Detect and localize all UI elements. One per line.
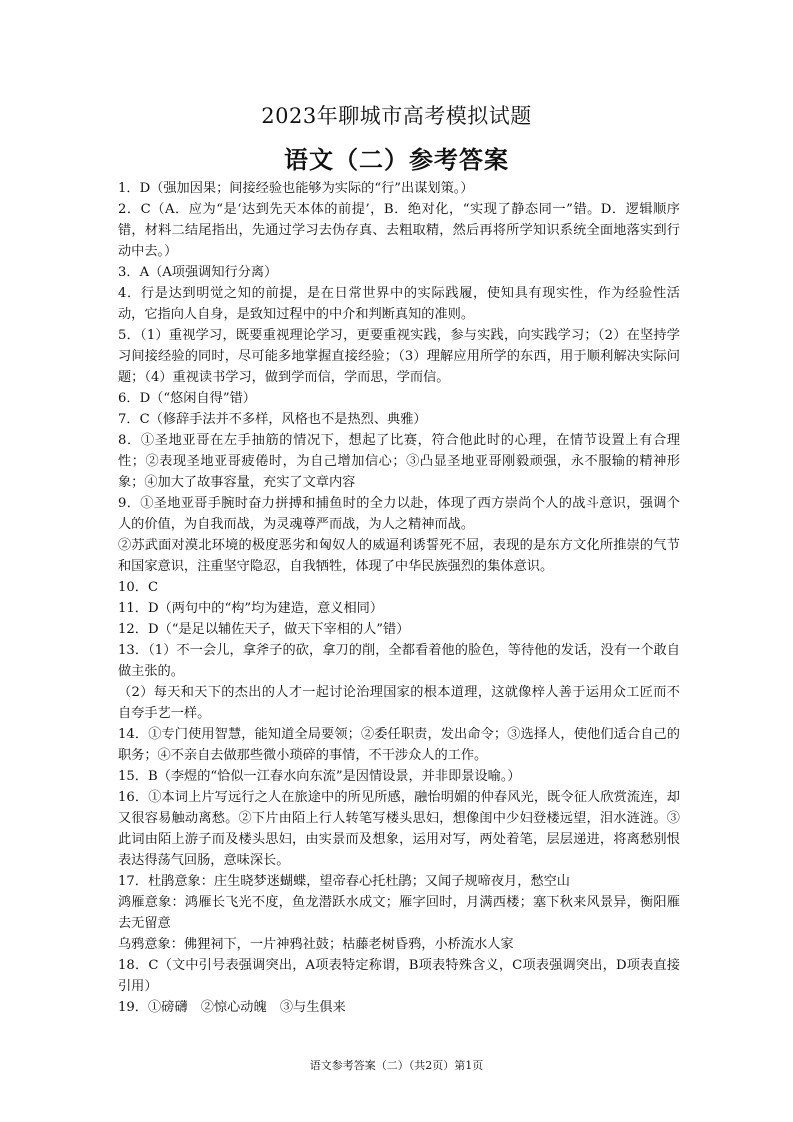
answer-item: 16．①本词上片写远行之人在旅途中的所见所感，融怡明媚的仲春风光，既令征人欣赏流连，却又很容易触动离愁。②下片由陌上行人转笔写楼头思妇，想像闺中少妇登楼远望，泪水涟涟。③此词由陌上游子而及楼头思妇，由实景而及想象，运用对写，两处着笔，层层递进，将离愁别恨表达得荡气回肠，意味深长。 [118,790,680,868]
page-title: 2023年聊城市高考模拟试题 [261,104,532,128]
answer-item: 19．①磅礴 ②惊心动魄 ③与生俱来 [118,1000,346,1015]
answer-item: 6．D（“悠闲自得”错） [118,391,256,406]
answer-item: 9．①圣地亚哥手腕时奋力拼搏和捕鱼时的全力以赴，体现了西方崇尚个人的战斗意识，强调个人的价值，为自我而战，为灵魂尊严而战，为人之精神而战。 [118,496,680,532]
answer-item: 鸿雁意象：鸿雁长飞光不度，鱼龙潜跃水成文；雁字回时，月满西楼；塞下秋来风景异，衡阳雁去无留意 [118,895,680,931]
answer-item: 11．D（两句中的“构”均为建造，意义相同） [118,601,384,616]
answer-item: 14．①专门使用智慧，能知道全局要领；②委任职责，发出命令；③选择人，使他们适合自己的职务；④不亲自去做那些微小琐碎的事情，不干涉众人的工作。 [118,727,680,763]
answer-list [118,178,680,1018]
answer-item: 8．①圣地亚哥在左手抽筋的情况下，想起了比赛，符合他此时的心理，在情节设置上有合理性；②表现圣地亚哥疲倦时，为自己增加信心；③凸显圣地亚哥刚毅顽强，永不服输的精神形象；④加大了故事容量，充实了文章内容 [118,433,680,490]
answer-item: 乌鸦意象：佛狸祠下，一片神鸦社鼓；枯藤老树昏鸦，小桥流水人家 [118,937,514,952]
answer-item: （2）每天和天下的杰出的人才一起讨论治理国家的根本道理，这就像梓人善于运用众工匠而不自夸手艺一样。 [118,685,680,721]
page-subtitle: 语文（二）参考答案 [284,146,509,174]
answer-item: 5．（1）重视学习，既要重视理论学习，更要重视实践，参与实践，向实践学习；（2）在坚持学习间接经验的同时，尽可能多地掌握直接经验；（3）理解应用所学的东西，用于顺利解决实际问题；（4）重视读书学习，做到学而信，学而思，学而信。 [118,328,680,385]
answer-item: 3．A（A项强调知行分离） [118,265,278,280]
answer-item: 4．行是达到明觉之知的前提，是在日常世界中的实际践履，使知具有现实性，作为经验性活动，它指向人自身，是致知过程中的中介和判断真知的准则。 [118,286,680,322]
page-footer: 语文参考答案（二）（共2页）第1页 [309,1059,484,1072]
answer-item: 15．B（李煜的“恰似一江春水向东流”是因情设景，并非即景设喻。） [118,769,521,784]
answer-item: 7．C（修辞手法并不多样，风格也不是热烈、典雅） [118,412,427,427]
answer-item: 1．D（强加因果；间接经验也能够为实际的“行”出谋划策。） [118,181,474,196]
answer-item: 10．C [118,580,159,595]
answer-item: 13．（1）不一会儿，拿斧子的砍，拿刀的削，全都看着他的脸色，等待他的发话，没有一个敢自做主张的。 [118,643,680,679]
answer-item: 18．C（文中引号表强调突出，A项表特定称谓，B项表特殊含义，C项表强调突出，D项表直接引用） [118,958,680,994]
answer-item: 12．D（“是足以辅佐天子，做天下宰相的人”错） [118,622,410,637]
answer-item: ②苏武面对漠北环境的极度恶劣和匈奴人的威逼利诱誓死不屈，表现的是东方文化所推崇的气节和国家意识，注重坚守隐忍，自我牺牲，体现了中华民族强烈的集体意识。 [118,538,680,574]
answer-item: 2．C（A．应为“是‘达到先天本体的前提’，B．绝对化，“实现了静态同一”错。D．逻辑顺序错，材料二结尾指出，先通过学习去伪存真、去粗取精，然后再将所学知识系统全面地落实到行动中去。） [118,202,680,259]
answer-item: 17．杜鹃意象：庄生晓梦迷蝴蝶，望帝春心托杜鹃；又闻子规啼夜月，愁空山 [118,874,570,889]
